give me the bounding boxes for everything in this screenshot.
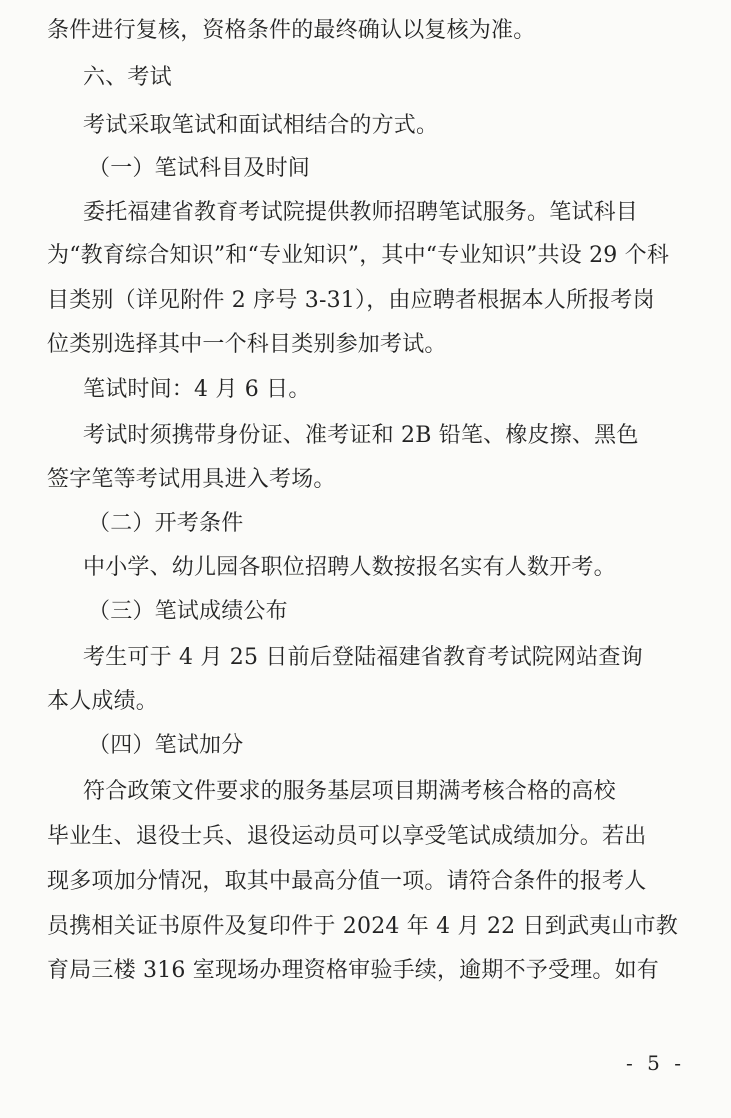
subsection-heading: （四）笔试加分 (88, 733, 244, 758)
paragraph-line: 目类别（详见附件 2 序号 3-31），由应聘者根据本人所报考岗 (47, 288, 655, 313)
subsection-heading: （一）笔试科目及时间 (88, 156, 311, 181)
paragraph-line: 考试采取笔试和面试相结合的方式。 (83, 113, 439, 138)
subsection-heading: （三）笔试成绩公布 (88, 599, 288, 624)
paragraph-line: 员携相关证书原件及复印件于 2024 年 4 月 22 日到武夷山市教 (47, 914, 678, 939)
paragraph-line: 中小学、幼儿园各职位招聘人数按报名实有人数开考。 (83, 555, 616, 580)
paragraph-line: 笔试时间：4 月 6 日。 (83, 377, 311, 402)
paragraph-line: 为“教育综合知识”和“专业知识”，其中“专业知识”共设 29 个科 (47, 243, 670, 268)
paragraph-line: 育局三楼 316 室现场办理资格审验手续，逾期不予受理。如有 (47, 958, 659, 983)
paragraph-line: 毕业生、退役士兵、退役运动员可以享受笔试成绩加分。若出 (47, 824, 647, 849)
section-heading: 六、考试 (83, 65, 172, 90)
paragraph-line: 条件进行复核，资格条件的最终确认以复核为准。 (47, 18, 536, 43)
page-number: - 5 - (626, 1051, 685, 1075)
paragraph-line: 考生可于 4 月 25 日前后登陆福建省教育考试院网站查询 (83, 645, 643, 670)
paragraph-line: 现多项加分情况，取其中最高分值一项。请符合条件的报考人 (47, 869, 647, 894)
subsection-heading: （二）开考条件 (88, 511, 244, 536)
paragraph-line: 签字笔等考试用具进入考场。 (47, 467, 336, 492)
paragraph-line: 符合政策文件要求的服务基层项目期满考核合格的高校 (83, 779, 616, 804)
paragraph-line: 委托福建省教育考试院提供教师招聘笔试服务。笔试科目 (83, 200, 639, 225)
paragraph-line: 本人成绩。 (47, 689, 159, 714)
paragraph-line: 位类别选择其中一个科目类别参加考试。 (47, 332, 447, 357)
paragraph-line: 考试时须携带身份证、准考证和 2B 铅笔、橡皮擦、黑色 (83, 423, 639, 448)
